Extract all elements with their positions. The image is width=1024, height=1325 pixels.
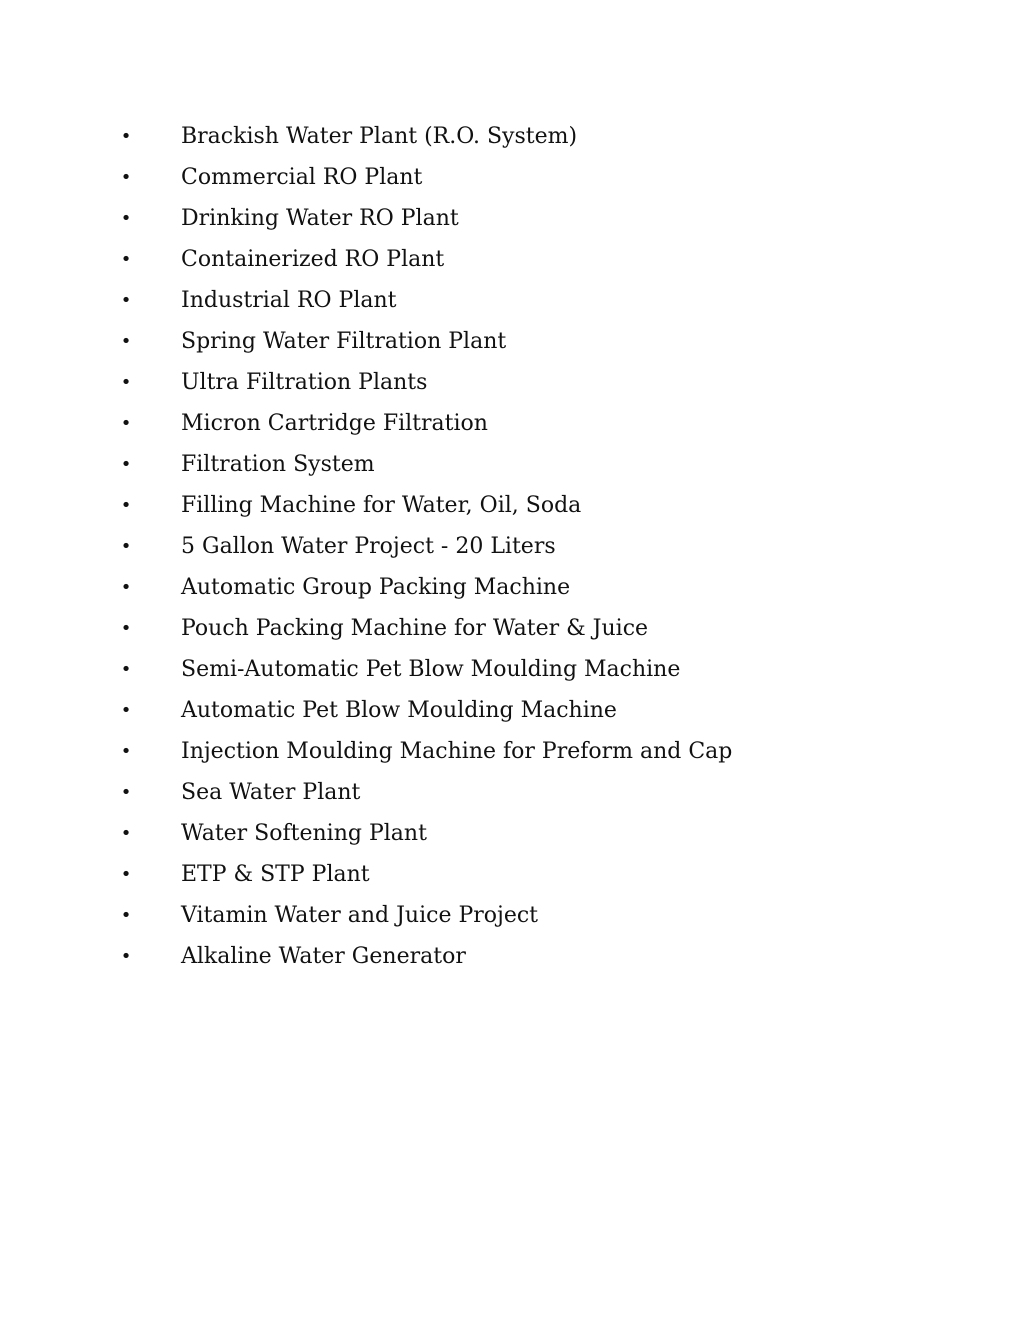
list-item	[0, 157, 1024, 198]
bullet-icon: •	[120, 454, 132, 475]
bullet-icon: •	[120, 331, 132, 352]
bullet-icon: •	[120, 905, 132, 926]
list-item	[0, 731, 1024, 772]
list-item	[0, 444, 1024, 485]
bullet-icon: •	[120, 946, 132, 967]
list-item	[0, 280, 1024, 321]
list-item-label: Alkaline Water Generator	[181, 944, 466, 969]
list-item-label: Commercial RO Plant	[181, 165, 423, 190]
list-item-label: Water Softening Plant	[181, 821, 427, 846]
list-item	[0, 567, 1024, 608]
list-item-label: Ultra Filtration Plants	[181, 370, 428, 395]
bullet-icon: •	[120, 167, 132, 188]
list-item-label: ETP & STP Plant	[181, 862, 370, 887]
bullet-icon: •	[120, 577, 132, 598]
list-item	[0, 813, 1024, 854]
bullet-list	[0, 116, 1024, 977]
bullet-icon: •	[120, 208, 132, 229]
list-item-label: Containerized RO Plant	[181, 247, 445, 272]
bullet-icon: •	[120, 413, 132, 434]
bullet-icon: •	[120, 618, 132, 639]
list-item-label: Automatic Group Packing Machine	[181, 575, 571, 600]
list-item-label: Filling Machine for Water, Oil, Soda	[181, 493, 582, 518]
list-item	[0, 116, 1024, 157]
list-item	[0, 895, 1024, 936]
bullet-icon: •	[120, 249, 132, 270]
list-item-label: Semi-Automatic Pet Blow Moulding Machine	[181, 657, 681, 682]
list-item-label: Pouch Packing Machine for Water & Juice	[181, 616, 649, 641]
list-item	[0, 526, 1024, 567]
list-item	[0, 362, 1024, 403]
list-item-label: Micron Cartridge Filtration	[181, 411, 488, 436]
bullet-icon: •	[120, 823, 132, 844]
list-item	[0, 608, 1024, 649]
list-item	[0, 772, 1024, 813]
bullet-icon: •	[120, 290, 132, 311]
list-item-label: Sea Water Plant	[181, 780, 361, 805]
bullet-icon: •	[120, 864, 132, 885]
list-item-label: Brackish Water Plant (R.O. System)	[181, 124, 578, 149]
list-item	[0, 854, 1024, 895]
bullet-icon: •	[120, 372, 132, 393]
list-item	[0, 321, 1024, 362]
bullet-icon: •	[120, 536, 132, 557]
list-item	[0, 403, 1024, 444]
bullet-icon: •	[120, 659, 132, 680]
list-item-label: Filtration System	[181, 452, 375, 477]
list-item-label: Drinking Water RO Plant	[181, 206, 459, 231]
list-item-label: Automatic Pet Blow Moulding Machine	[181, 698, 617, 723]
list-item-label: Industrial RO Plant	[181, 288, 397, 313]
list-item	[0, 239, 1024, 280]
list-item	[0, 936, 1024, 977]
list-item-label: Vitamin Water and Juice Project	[181, 903, 539, 928]
list-item-label: Injection Moulding Machine for Preform and Cap	[181, 739, 733, 764]
bullet-icon: •	[120, 741, 132, 762]
list-item-label: Spring Water Filtration Plant	[181, 329, 507, 354]
list-item	[0, 690, 1024, 731]
bullet-icon: •	[120, 782, 132, 803]
list-item	[0, 198, 1024, 239]
list-item	[0, 649, 1024, 690]
list-item	[0, 485, 1024, 526]
bullet-icon: •	[120, 495, 132, 516]
list-item-label: 5 Gallon Water Project - 20 Liters	[181, 534, 556, 559]
bullet-icon: •	[120, 126, 132, 147]
bullet-icon: •	[120, 700, 132, 721]
